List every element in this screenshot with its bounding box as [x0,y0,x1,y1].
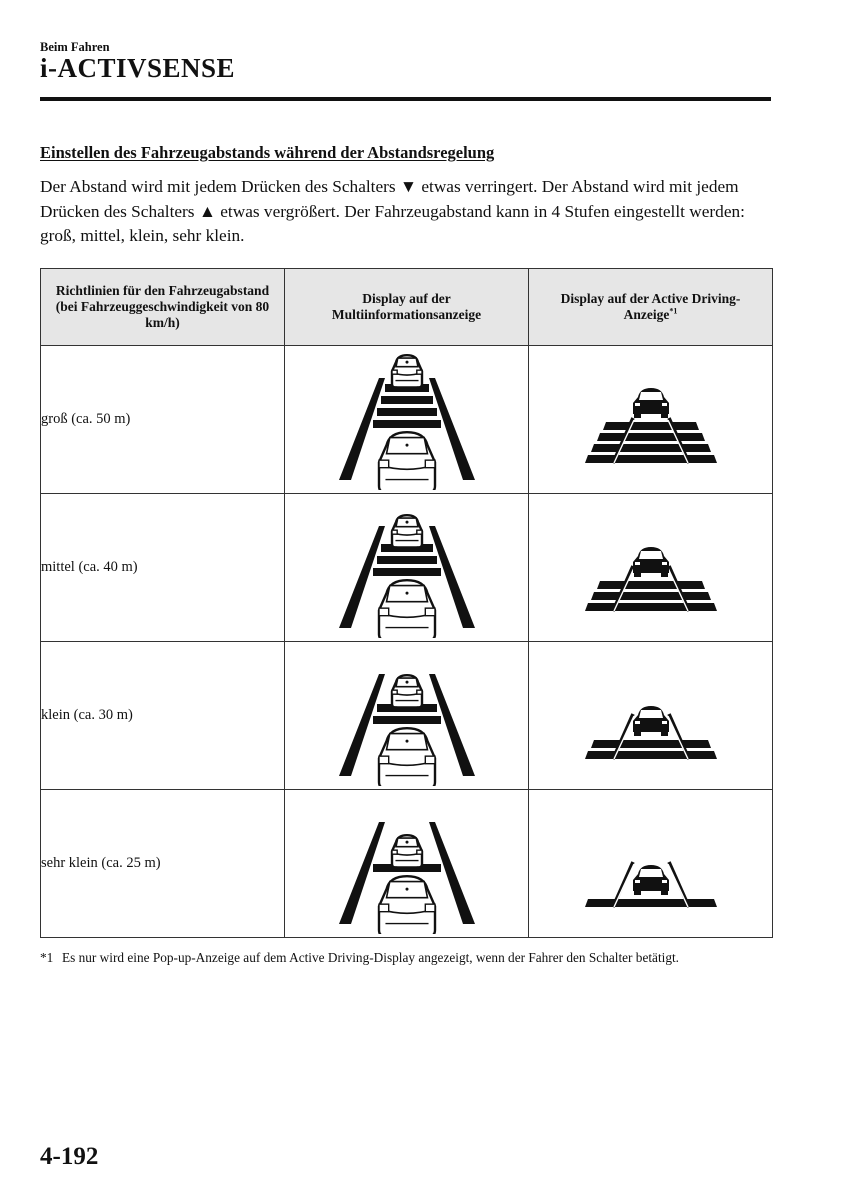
car-emblem [405,443,408,446]
mid-display-cell [285,494,529,642]
car-body [633,547,669,573]
lead-vehicle [391,515,422,550]
distance-table [40,268,773,938]
own-vehicle [377,728,435,786]
car-left-light [635,880,640,883]
car-right-light [425,756,435,764]
footnote-text: Es nur wird eine Pop-up-Anzeige auf dem Active Driving-Display angezeigt, wenn der Fahrer den Schalter betätigt. [62,950,679,965]
car-right-light [416,690,421,694]
mid-display-cell [285,642,529,790]
car-emblem [405,887,408,890]
distance-bar [377,556,437,564]
car-emblem [405,680,408,683]
car-rear-window [639,392,663,400]
lead-vehicle-icon [633,865,669,895]
add-display-illustration [551,370,751,470]
lead-vehicle-icon [633,388,669,418]
page-title: i-ACTIVSENSE [40,53,236,83]
table-header-row [41,269,773,346]
car-body [633,865,669,891]
car-left-light [379,756,389,764]
car-left-wheel [391,866,397,870]
car-left-light [379,608,389,616]
distance-bar [373,420,441,428]
car-emblem [405,840,408,843]
car-rear-window [639,869,663,877]
car-emblem [405,360,408,363]
own-vehicle [377,580,435,638]
guideline-cell: klein (ca. 30 m) [41,642,285,790]
car-right-wheel [416,546,422,550]
distance-bar [603,422,699,430]
car-emblem [405,591,408,594]
car-left-light [392,850,397,854]
distance-bar [585,455,717,463]
car-emblem [405,520,408,523]
mid-display-illustration [307,646,507,786]
table-row [41,790,773,938]
table-row [41,642,773,790]
lead-vehicle [391,835,422,870]
car-left-light [635,721,640,724]
car-left-wheel [634,414,641,418]
car-right-wheel [416,706,422,710]
car-left-light [392,530,397,534]
table-row [41,494,773,642]
car-right-light [662,562,667,565]
distance-bar [585,899,717,907]
lead-vehicle [391,355,422,390]
car-body [633,706,669,732]
mid-display-cell [285,790,529,938]
car-left-wheel [391,706,397,710]
mid-display-illustration [307,350,507,490]
subheading: Einstellen des Fahrzeugabstands während der Abstandsregelung [40,143,495,162]
distance-bar [381,396,433,404]
car-left-wheel [391,546,397,550]
distance-bar [591,592,711,600]
distance-bar [591,740,711,748]
distance-bar [597,581,705,589]
car-right-light [416,370,421,374]
car-right-light [662,721,667,724]
title-rule [40,97,771,101]
car-emblem [405,739,408,742]
guideline-cell: mittel (ca. 40 m) [41,494,285,642]
car-left-wheel [391,386,397,390]
car-left-light [635,403,640,406]
car-right-light [425,904,435,912]
distance-bar [585,603,717,611]
distance-bar [377,408,437,416]
header-add-display [529,269,773,346]
lead-vehicle [391,675,422,710]
car-left-light [635,562,640,565]
mid-display-cell [285,346,529,494]
car-left-light [392,370,397,374]
mid-display-illustration [307,794,507,934]
header-guideline: Richtlinien für den Fahrzeugabstand (bei Fahrzeuggeschwindigkeit von 80 km/h) [41,269,285,346]
car-rear-window [639,551,663,559]
car-right-wheel [416,386,422,390]
car-left-light [392,690,397,694]
distance-bar [591,444,711,452]
car-left-light [379,460,389,468]
distance-bar [373,716,441,724]
car-rear-window [639,710,663,718]
car-left-wheel [634,891,641,895]
car-left-light [379,904,389,912]
footnote-ref: *1 [669,306,678,316]
car-left-wheel [634,732,641,736]
lead-vehicle-icon [633,706,669,736]
intro-paragraph: Der Abstand wird mit jedem Drücken des Schalters ▼ etwas verringert. Der Abstand wird mit jedem Drücken des Schalters ▲ etwas vergrößert. Der Fahrzeugabstand kann in 4 Stufen eingestellt werden: groß, mittel, klein, sehr klein. [40,177,745,245]
car-right-light [425,608,435,616]
car-right-light [416,850,421,854]
car-right-light [662,880,667,883]
footnote [40,949,770,967]
add-display-illustration [551,666,751,766]
header-add-label: Display auf der Active Driving-Anzeige [560,291,741,322]
distance-bar [597,433,705,441]
add-display-cell [529,790,773,938]
page-number: 4-192 [40,1143,99,1170]
car-left-wheel [634,573,641,577]
add-display-illustration [551,814,751,914]
car-right-wheel [661,414,668,418]
add-display-cell [529,642,773,790]
car-right-light [662,403,667,406]
distance-bar [585,751,717,759]
mid-display-illustration [307,498,507,638]
own-vehicle [377,432,435,490]
car-right-wheel [661,891,668,895]
add-display-cell [529,494,773,642]
footnote-mark: *1 [40,950,54,965]
add-display-illustration [551,518,751,618]
add-display-cell [529,346,773,494]
car-right-light [416,530,421,534]
section-label: Beim Fahren [40,40,110,54]
table-row [41,346,773,494]
header-mid-display: Display auf der Multiinformationsanzeige [285,269,529,346]
car-right-wheel [661,732,668,736]
car-right-wheel [661,573,668,577]
guideline-cell: sehr klein (ca. 25 m) [41,790,285,938]
guideline-cell: groß (ca. 50 m) [41,346,285,494]
own-vehicle [377,876,435,934]
car-right-light [425,460,435,468]
car-body [633,388,669,414]
distance-bar [373,568,441,576]
lead-vehicle-icon [633,547,669,577]
car-right-wheel [416,866,422,870]
